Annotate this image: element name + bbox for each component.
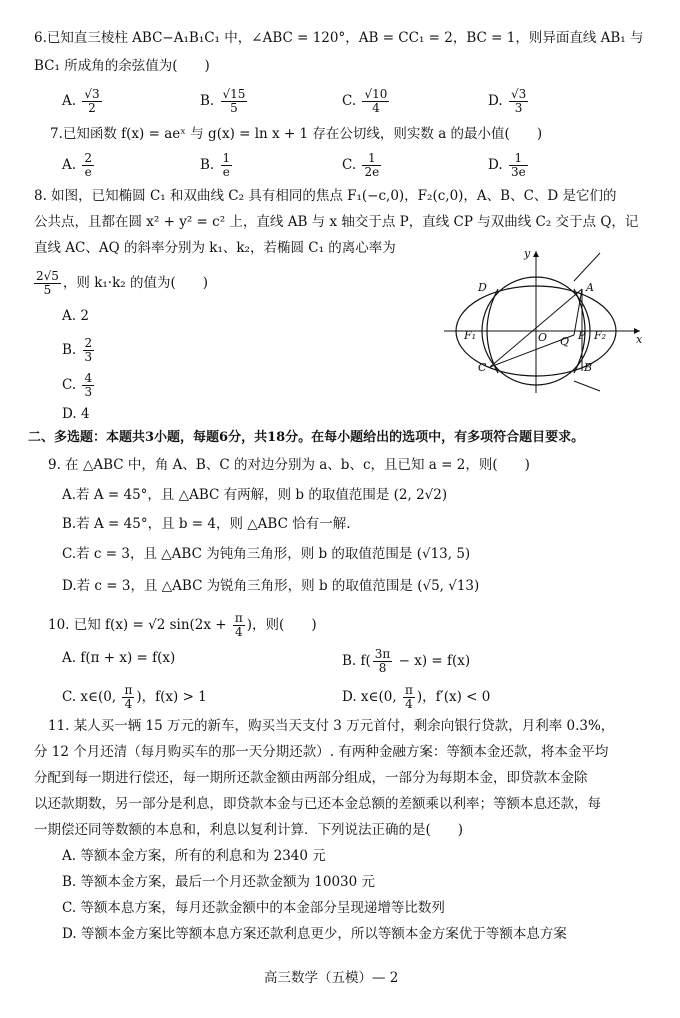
label-o: O	[538, 331, 548, 344]
q8-option-d[interactable]: D. 4	[62, 406, 90, 422]
q11-option-d[interactable]: D. 等额本金方案比等额本息方案还款利息更少，所以等额本金方案优于等额本息方案	[62, 926, 567, 942]
label-b: B	[584, 361, 593, 374]
q9-option-b[interactable]: B.若 A = 45°，且 b = 4，则 △ABC 恰有一解.	[62, 516, 351, 532]
q11-option-b[interactable]: B. 等额本金方案，最后一个月还款金额为 10030 元	[62, 874, 376, 890]
q11-option-a[interactable]: A. 等额本金方案，所有的利息和为 2340 元	[62, 848, 326, 864]
q8-stem-line2: 公共点，且都在圆 x² + y² = c² 上，直线 AB 与 x 轴交于点 P，直线 CP 与双曲线 C₂ 交于点 Q，记	[34, 214, 639, 230]
q9-stem: 9. 在 △ABC 中，角 A、B、C 的对边分别为 a、b、c，且已知 a = 2，则( )	[48, 457, 530, 473]
label-q: Q	[560, 335, 570, 348]
q7-stem: 7.已知函数 f(x) = aeˣ 与 g(x) = ln x + 1 存在公切线，则实数 a 的最小值( )	[50, 126, 543, 142]
q7-option-b[interactable]: B. $\frac{1}{e}$	[200, 151, 231, 179]
label-y: y	[524, 247, 531, 260]
q10-option-c[interactable]: C. x∈(0, $\frac{\pi}{4}$ )，f(x) > 1	[62, 683, 207, 711]
q11-stem-line5: 一期偿还同等数额的本息和，利息以复利计算．下列说法正确的是( )	[34, 822, 464, 838]
asymptote-lower	[574, 381, 600, 391]
q10-option-b[interactable]: B. f( $\frac{3\pi}{8}$ − x) = f(x)	[342, 647, 471, 675]
q9-option-c[interactable]: C.若 c = 3，且 △ABC 为钝角三角形，则 b 的取值范围是 (√13, 5)	[62, 546, 471, 562]
label-x: x	[636, 333, 643, 346]
q11-stem-line4: 以还款期数，另一部分是利息，即贷款本金与已还本金总额的差额乘以利率；等额本息还款，每	[34, 796, 601, 812]
q6-option-c[interactable]: C. $\frac{√10}{4}$	[342, 87, 388, 115]
q7-option-a[interactable]: A. $\frac{2}{e}$	[62, 151, 92, 179]
label-f2: F₂	[594, 329, 607, 342]
q8-option-a[interactable]: A. 2	[62, 308, 89, 324]
asymptote-upper	[574, 253, 600, 281]
q7-option-c[interactable]: C. $\frac{1}{2e}$	[342, 151, 380, 179]
q6-stem-line2: BC₁ 所成角的余弦值为( )	[34, 58, 210, 74]
eccentricity-fraction: $\frac{2√5}{5}$	[36, 269, 59, 297]
q6-option-b[interactable]: B. $\frac{√15}{5}$	[200, 87, 246, 115]
section-2-header: 二、多选题：本题共3小题，每题6分，共18分。在每小题给出的选项中，有多项符合题目要求。	[28, 430, 585, 445]
q6-option-a[interactable]: A. $\frac{√3}{2}$	[62, 87, 100, 115]
q11-option-c[interactable]: C. 等额本息方案，每月还款金额中的本金部分呈现递增等比数列	[62, 900, 445, 916]
q6-stem-line1: 6.已知直三棱柱 ABC−A₁B₁C₁ 中，∠ABC = 120°，AB = CC₁ = 2，BC = 1，则异面直线 AB₁ 与	[34, 30, 644, 46]
q10-stem: 10. 已知 f(x) = √2 sin(2x + $\frac{\pi}{4}$ )，则( )	[48, 611, 317, 639]
q11-stem-line1: 11. 某人买一辆 15 万元的新车，购买当天支付 3 万元首付，剩余向银行贷款，月利率 0.3%，	[48, 718, 615, 734]
ellipse-hyperbola-figure	[440, 245, 650, 395]
q11-stem-line2: 分 12 个月还清（每月购买车的那一天分期还款）. 有两种金融方案：等额本金还款，将本金平均	[34, 744, 609, 760]
q8-stem-line4: $\frac{2√5}{5}$ ，则 k₁·k₂ 的值为( )	[36, 269, 209, 297]
label-d: D	[478, 281, 487, 294]
label-p: P	[578, 329, 586, 342]
label-f1: F₁	[464, 329, 477, 342]
q10-option-a[interactable]: A. f(π + x) = f(x)	[62, 650, 176, 666]
page-footer: 高三数学（五模）— 2	[264, 970, 399, 986]
q9-option-a[interactable]: A.若 A = 45°，且 △ABC 有两解，则 b 的取值范围是 (2, 2√2)	[62, 487, 448, 503]
q6-option-d[interactable]: D. $\frac{√3}{3}$	[488, 87, 527, 115]
label-a: A	[586, 281, 594, 294]
q10-option-d[interactable]: D. x∈(0, $\frac{\pi}{4}$ )，f′(x) < 0	[342, 683, 491, 711]
q8-stem-line1: 8. 如图，已知椭圆 C₁ 和双曲线 C₂ 具有相同的焦点 F₁(−c,0)，F₂(c,0)，A、B、C、D 是它们的	[34, 188, 617, 204]
q8-option-c[interactable]: C. $\frac{4}{3}$	[62, 371, 93, 399]
q7-option-d[interactable]: D. $\frac{1}{3e}$	[488, 151, 526, 179]
y-axis-arrow	[533, 251, 539, 257]
q9-option-d[interactable]: D.若 c = 3，且 △ABC 为锐角三角形，则 b 的取值范围是 (√5, √13)	[62, 578, 480, 594]
q8-option-b[interactable]: B. $\frac{2}{3}$	[62, 336, 93, 364]
q8-stem-line3: 直线 AC、AQ 的斜率分别为 k₁、k₂，若椭圆 C₁ 的离心率为	[34, 240, 396, 256]
q11-stem-line3: 分配到每一期进行偿还，每一期所还款金额由两部分组成，一部分为每期本金，即贷款本金除	[34, 770, 588, 786]
label-c: C	[478, 361, 487, 374]
